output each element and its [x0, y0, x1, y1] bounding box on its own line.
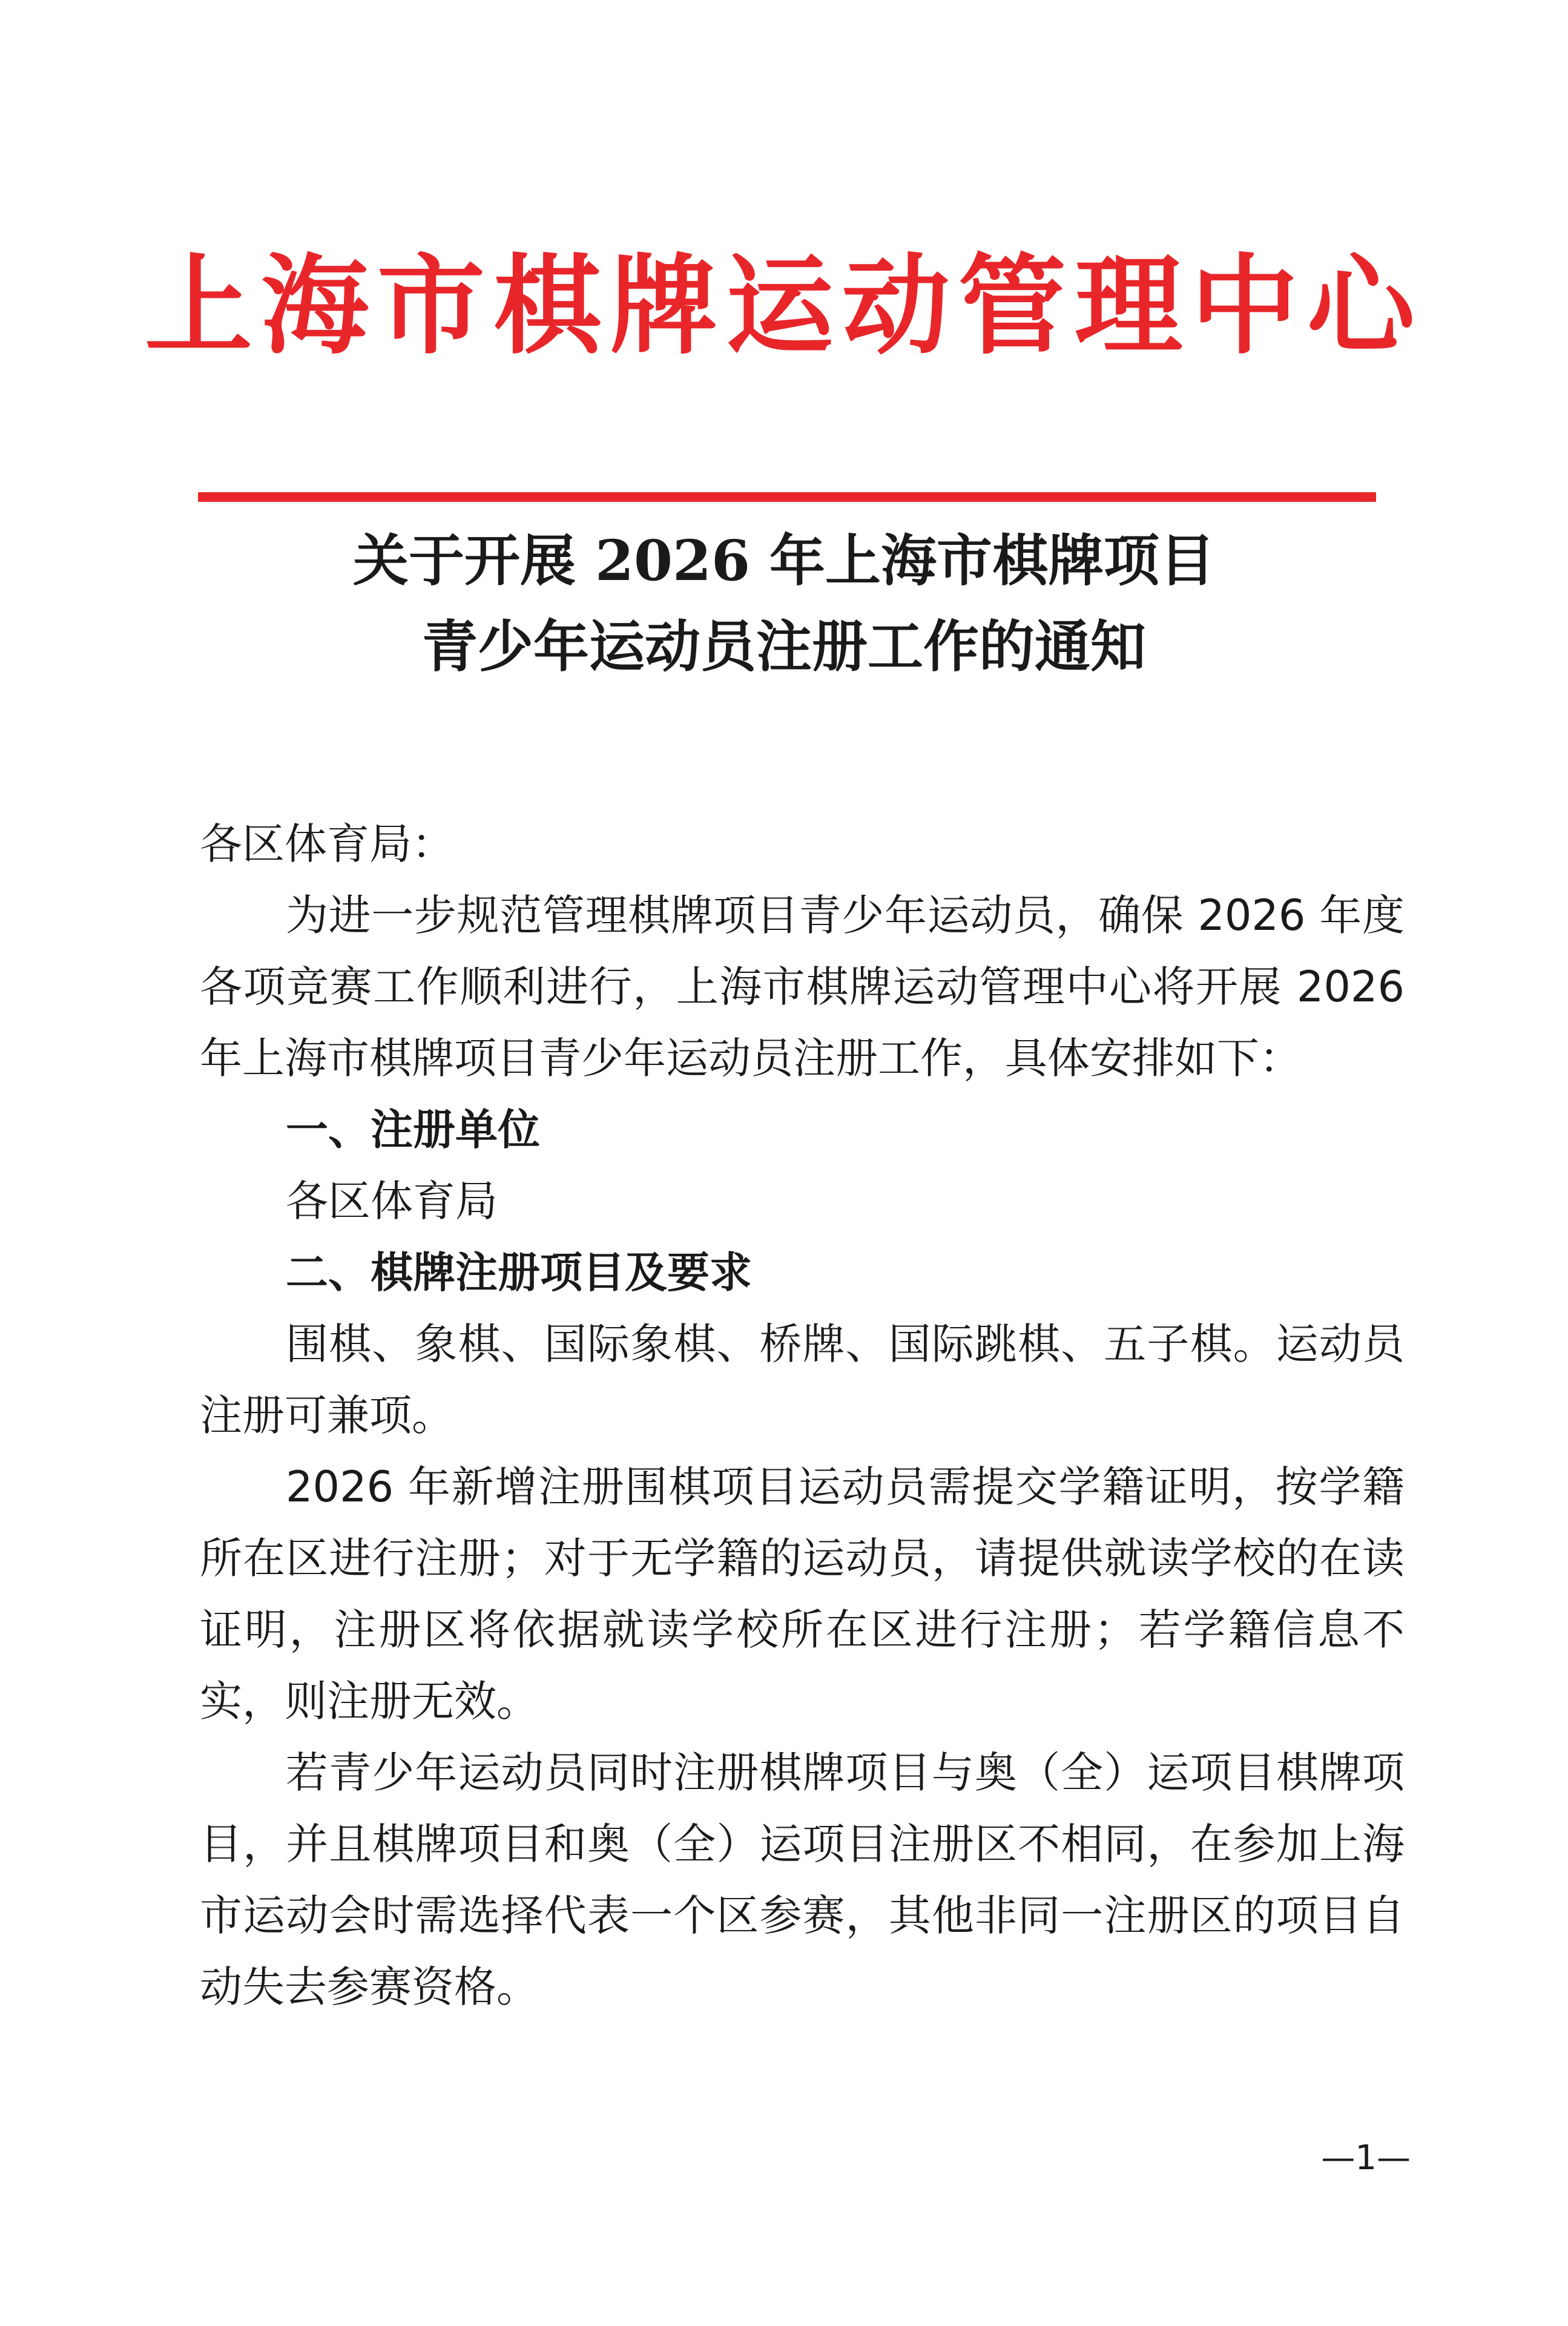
- masthead-title: 上海市棋牌运动管理中心: [145, 242, 1423, 369]
- section-1-heading: 一、注册单位: [286, 1105, 540, 1155]
- salutation: 各区体育局：: [200, 819, 454, 869]
- section-2-heading: 二、棋牌注册项目及要求: [286, 1248, 752, 1297]
- section-2-paragraph: 若青少年运动员同时注册棋牌项目与奥（全）运项目棋牌项目，并且棋牌项目和奥（全）运项目注册区不相同，在参加上海市运动会时需选择代表一个区参赛，其他非同一注册区的项目自动失去参赛资格。: [200, 1748, 1405, 2012]
- intro-paragraph: 为进一步规范管理棋牌项目青少年运动员，确保 2026 年度各项竞赛工作顺利进行，上海市棋牌运动管理中心将开展 2026 年上海市棋牌项目青少年运动员注册工作，具体安排如下：: [200, 891, 1405, 1083]
- document-body: [200, 808, 1405, 2023]
- page-number: —1—: [1321, 2138, 1411, 2178]
- section-2-paragraph: 围棋、象棋、国际象棋、桥牌、国际跳棋、五子棋。运动员注册可兼项。: [200, 1319, 1405, 1440]
- document-title-line-1: 关于开展 2026 年上海市棋牌项目: [352, 528, 1216, 593]
- section-1-text: 各区体育局: [286, 1176, 498, 1226]
- masthead-red-rule: [198, 492, 1376, 502]
- section-2-paragraph: 2026 年新增注册围棋项目运动员需提交学籍证明，按学籍所在区进行注册；对于无学籍的运动员，请提供就读学校的在读证明，注册区将依据就读学校所在区进行注册；若学籍信息不实，则注册无效。: [200, 1462, 1405, 1726]
- document-title-line-2: 青少年运动员注册工作的通知: [421, 614, 1146, 679]
